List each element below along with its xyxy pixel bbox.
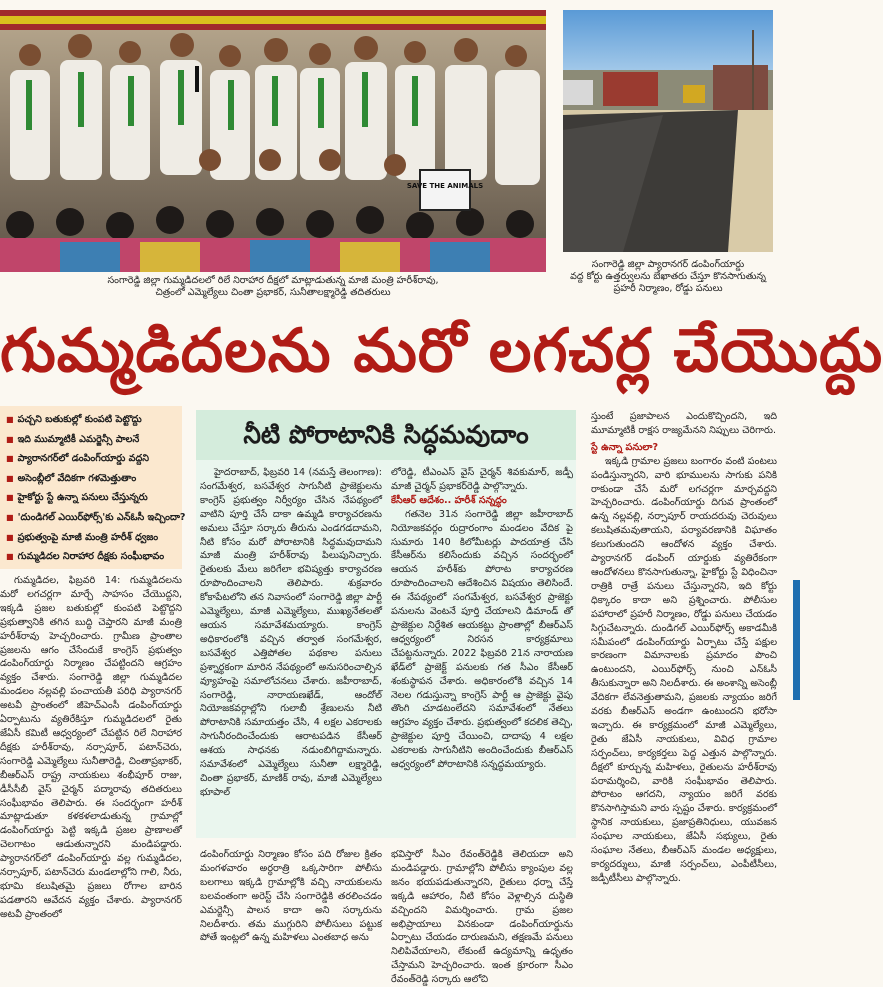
caption-line: చిత్రంలో ఎమ్మెల్యేలు చింతా ప్రభాకర్, సునీతాలక్ష్మారెడ్డి తదితరులు	[155, 287, 391, 298]
construction-photo-illustration	[563, 10, 773, 252]
story-paragraph: భవిస్తారో సీఎం రేవంత్‌రెడ్డికి తెలియదా అని మండిపడ్డారు. గ్రామాల్లోని పోలీసు క్యాంపుల వల్ల జనం భయపడుతున్నారని, రైతులు ధర్నా చేస్తే ఇక్కడి ఆహారం, నీటి కోసం వెళ్లాల్సిన దుస్థితి వచ్చిందని విమర్శించారు. గ్రామ ప్రజల అభిప్రాయాలు వినకుండా డంపింగ్‌యార్డును ఏర్పాటు చేయడం దారుణమని, తక్షణమే పనులు నిలిపివేయాలని, లేకుంటే ఉద్యమాన్ని ఉధృతం చేస్తామని హెచ్చరించారు. ఇంత క్రూరంగా సీఎం రేవంత్‌రెడ్డి సర్కారు ఆలోచి	[391, 849, 573, 986]
article-paragraph: హైదరాబాద్, ఫిబ్రవరి 14 (నమస్తే తెలంగాణ): సంగమేశ్వర, బసవేశ్వర సాగునీటి ప్రాజెక్టులను కాంగ్రెస్ ప్రభుత్వం నిర్వీర్యం చేసిన నేపథ్యంలో వాటిని పూర్తి చేసే దాకా ఉమ్మడి కార్యాచరణను అమలు చేస్తూ సర్కారు తీరును ఎండగడదామని, నీటి కోసం మరో పోరాటానికి సిద్ధమవుదామని మాజీ మంత్రి హరీశ్‌రావు పిలుపునిచ్చారు. రైతులకు మేలు జరిగేలా భవిష్యత్తు కార్యాచరణ రూపొందించాలని తెలిపారు. శుక్రవారం కోకాపేటలోని తన నివాసంలో సంగారెడ్డి జిల్లా పార్టీ ఎమ్మెల్యేలు, మాజీ ఎమ్మెల్యేలు, ముఖ్యనేతలతో ఆయన సమావేశమయ్యారు. కాంగ్రెస్ అధికారంలోకి వచ్చిన తర్వాత సంగమేశ్వర, బసవేశ్వర ఎత్తిపోతల పథకాల పనులు ప్రశ్నార్థకంగా మారిన నేపథ్యంలో అనుసరించాల్సిన వ్యూహంపై సమాలోచనలు చేశారు. జహీరాబాద్, సంగారెడ్డి, నారాయణఖేడ్, ఆందోల్ నియోజకవర్గాల్లోని గులాబీ శ్రేణులను నీటి పోరాటానికి సమాయత్తం చేసి, 4 లక్షల ఎకరాలకు సాగునీరందించేందుకు ఆరాటపడిన కేసీఆర్ ఆశయ సాధనకు నడుంబిగిద్దామన్నారు. సమావేశంలో ఎమ్మెల్యేలు సునీతా లక్ష్మారెడ్డి, చింతా ప్రభాకర్, మాణిక్ రావు, మాజీ ఎమ్మెల్యేలు భూపాల్	[200, 467, 382, 798]
main-story-column-1	[0, 574, 182, 960]
water-article-column-a	[200, 466, 382, 834]
main-story-column-2	[200, 848, 382, 960]
main-story-column-4	[591, 410, 777, 960]
highlight-item: ■ అసెంబ్లీలో వేదికగా గళమెత్తుతాం	[6, 469, 176, 489]
water-article-column-b	[391, 466, 573, 834]
story-subheading: స్టే ఉన్నా పనులా?	[591, 441, 659, 453]
highlights-box	[0, 406, 186, 569]
highlight-item: ■ 'దుండిగల్ ఎయిర్‌ఫోర్స్'కు ఎన్‌ఓసీ ఇచ్చిందా?	[6, 508, 176, 528]
highlight-item: ■ ప్యారానగర్‌లో డంపింగ్‌యార్డు వద్దని	[6, 449, 176, 469]
protest-photo	[0, 10, 546, 272]
caption-line: వద్ద కోర్టు ఉత్తర్వులను బేఖాతరు చేస్తూ కొనసాగుతున్న	[570, 271, 766, 282]
story-paragraph: స్తుంటే ప్రజాపాలన ఎందుకొచ్చిందని, ఇది మూమ్మాటికీ రాక్షస రాజ్యమేనని నిప్పులు చెరిగారు.	[591, 411, 777, 436]
caption-line: ప్రహరీ నిర్మాణం, రోడ్డు పనులు	[613, 283, 723, 294]
highlight-item: ■ హైకోర్టు స్టే ఉన్నా పనులు చేస్తున్నరు	[6, 488, 176, 508]
caption-line: సంగారెడ్డి జిల్లా గుమ్మడిదలలో రిలే నిరాహార దీక్షలో మాట్లాడుతున్న మాజీ మంత్రి హరీశ్‌రావు,	[107, 275, 439, 286]
article-subheading: కేసీఆర్ ఆదేశం.. హరీశ్ సన్నద్ధం	[391, 494, 507, 506]
construction-photo	[563, 10, 773, 252]
protest-photo-caption	[0, 275, 546, 299]
main-story-column-3	[391, 848, 573, 986]
highlight-item: ■ గుమ్మడిదల నిరాహార దీక్షకు సంఘీభావం	[6, 547, 176, 567]
article-paragraph: లోరెడ్డి, టీఎంఎస్ వైస్ చైర్మన్ శివకుమార్, జడ్పీ మాజీ చైర్మన్ ప్రభాకర్‌రెడ్డి పాల్గొన్నారు.	[391, 467, 573, 492]
page-edge-bar	[793, 580, 800, 700]
highlight-item: ■ ఇది ముమ్మాటికీ ఎమర్జెన్సీ పాలనే	[6, 430, 176, 450]
water-article-heading: నీటి పోరాటానికి సిద్ధమవుదాం	[196, 410, 576, 460]
story-paragraph: డంపింగ్‌యార్డు నిర్మాణం కోసం పది రోజుల క్రితం మంగళవారం అర్ధరాత్రి ఒక్కసారిగా పోలీసు బలగాలు ఇక్కడి గ్రామాల్లోకి వచ్చి నాయకులను బలవంతంగా అరెస్ట్ చేసి సంగారెడ్డికి తరలించడం ఎమర్జెన్సీ పాలన కాదా అని సర్కారును నిలదీశారు. తమ ముగ్గురిని పోలీసులు పట్టుక పోతే ఇంట్లలో ఉన్న మహిళలు ఎంతబాధ అను	[200, 849, 382, 944]
story-paragraph: ఇక్కడి గ్రామాల ప్రజలు బంగారం వంటి పంటలు పండిస్తున్నారని, వారి భూములను సాగుకు పనికి రాకుండా చేసే మరో లగచర్లగా మార్చవద్దని హెచ్చరించారు. డంపింగ్‌యార్డు దిగువ ప్రాంతంలో ఉన్న నల్లవల్లి, నర్సాపూర్ రాయదరువు చెరువులు కలుషితమవుతాయని, పర్యావరణానికి విఘాతం కలుగుతుందని ఆందోళన వ్యక్తం చేశారు. ప్యారానగర్ డంపింగ్ యార్డుకు వ్యతిరేకంగా ఆందోళనలు కొనసాగుతున్నా, హైకోర్టు స్టే విధించినా రాత్రికి రాత్రే పనులు చేస్తున్నారని, ఇది కోర్టు ధిక్కారం కాదా అని ప్రశ్నించారు. పోలీసుల పహారాలో ప్రహరీ నిర్మాణం, రోడ్డు పనులు చేయడం సిగ్గుచేటన్నారు. దుండిగల్ ఎయిర్‌ఫోర్స్ అకాడమీకి సమీపంలో డంపింగ్‌యార్డు ఏర్పాటు చేస్తే పక్షుల కారణంగా విమానాలకు ప్రమాదం పొంచి ఉంటుందని, ఎయిర్‌ఫోర్స్ నుంచి ఎన్‌ఓసీ తీసుకున్నారా అని నిలదీశారు. ఈ అంశాన్ని అసెంబ్లీ వేదికగా లేవనెత్తుతామని, ప్రజలకు న్యాయం జరిగే వరకు బీఆర్‌ఎస్ అండగా ఉంటుందని భరోసా ఇచ్చారు. ఈ కార్యక్రమంలో మాజీ ఎమ్మెల్యేలు, రైతు జేఏసీ నాయకులు, వివిధ గ్రామాల సర్పంచ్‌లు, కార్యకర్తలు పెద్ద ఎత్తున పాల్గొన్నారు. దీక్షలో కూర్చున్న మహిళలు, రైతులను హరీశ్‌రావు పరామర్శించి, వారికి సంఘీభావం తెలిపారు. పోరాటం ఆగదని, న్యాయం జరిగే వరకు కొనసాగిస్తామని వారు స్పష్టం చేశారు. కార్యక్రమంలో స్థానిక నాయకులు, ప్రజాప్రతినిధులు, యువజన సంఘాల నాయకులు, జేఏసీ సభ్యులు, రైతు సంఘాల నేతలు, బీఆర్‌ఎస్ మండల అధ్యక్షులు, కార్యదర్శులు, మాజీ సర్పంచ్‌లు, ఎంపీటీసీలు, జడ్పీటీసీలు పాల్గొన్నారు.	[591, 455, 777, 884]
main-headline: గుమ్మడిదలను మరో లగచర్ల చేయొద్దు	[0, 316, 883, 386]
highlight-item: ■ ప్రభుత్వంపై మాజీ మంత్రి హరీశ్ ధ్వజం	[6, 528, 176, 548]
caption-line: సంగారెడ్డి జిల్లా ప్యారానగర్ డంపింగ్‌యార్డు	[591, 259, 745, 270]
protest-photo-illustration	[0, 10, 546, 272]
article-paragraph: గతనెల 31న సంగారెడ్డి జిల్లా జహీరాబాద్ నియోజకవర్గం రుద్రారంగాం మండలం వేదిక పై సుమారు 140 కిలోమీటర్లు పాదయాత్ర చేసి కేసీఆర్‌ను కలిసేందుకు వచ్చిన సందర్భంలో ఆయన హరీశ్‌కు పోరాట కార్యాచరణ రూపొందించాలని ఆదేశించిన విషయం తెలిసిందే. ఈ నేపథ్యంలో సంగమేశ్వర, బసవేశ్వర ప్రాజెక్టు పనులను వెంటనే పూర్తి చేయాలని డిమాండ్ తో ప్రాజెక్టుల నిర్దేశిత ఆయకట్టు ప్రాంతాల్లో బీఆర్‌ఎస్ ఆధ్వర్యంలో నిరసన కార్యక్రమాలు చేపట్టనున్నారు. 2022 ఫిబ్రవరి 21న నారాయణ ఖేడ్‌లో ప్రాజెక్ట్ పనులకు గత సీఎం కేసీఆర్ శంకుస్థాపన చేశారు. అధికారంలోకి వచ్చిన 14 నెలల గడుస్తున్నా కాంగ్రెస్ పార్టీ ఆ ప్రాజెక్టు వైపు తొంగి చూడటంలేదని సమావేశంలో నేతలు ఆగ్రహం వ్యక్తం చేశారు. ప్రభుత్వంలో కదలిక తెచ్చి, ప్రాజెక్టుల పూర్తి చేయించి, దాదాపు 4 లక్షల ఎకరాలకు సాగునీటిని అందించేందుకు బీఆర్‌ఎస్ ఆధ్వర్యంలో పోరాటానికి సన్నద్ధమయ్యారు.	[391, 508, 573, 771]
highlight-item: ■ పచ్చని బతుకుల్లో కుంపటి పెట్టొద్దు	[6, 410, 176, 430]
sign-text: SAVE THE ANIMALS	[406, 182, 484, 190]
construction-photo-caption	[563, 259, 773, 295]
story-paragraph: గుమ్మడిదల, ఫిబ్రవరి 14: గుమ్మడిదలను మరో లగచర్లగా మార్చే సాహసం చేయొద్దని, ఇక్కడి ప్రజల బతుకుల్లో కుంపటి పెట్టొద్దని ప్రభుత్వానికి తగిన బుద్ధి చెప్తారని మాజీ మంత్రి హరీశ్‌రావు హెచ్చరించారు. గ్రామీణ ప్రాంతాల ప్రజలను ఆగం చేసేందుకే కాంగ్రెస్ ప్రభుత్వం డంపింగ్‌యార్డు నిర్మాణం చేపట్టిందని ఆగ్రహం వ్యక్తం చేశారు. సంగారెడ్డి జిల్లా గుమ్మడిదల మండలం నల్లవల్లి పంచాయతీ పరిధి ప్యారానగర్ అటవీ ప్రాంతంలో జీహెచ్‌ఎంసీ డంపింగ్‌యార్డు ఏర్పాటును వ్యతిరేకిస్తూ గుమ్మడిదలలో రైతు జేఏసీ కమిటీ ఆధ్వర్యంలో చేపట్టిన రిలే నిరాహార దీక్షకు హరీశ్‌రావు, నర్సాపూర్, పటాన్‌చెరు, సంగారెడ్డి ఎమ్మెల్యేలు సునీతారెడ్డి, చింతాప్రభాకర్, బీఆర్‌ఎస్ రాష్ట్ర నాయకులు శంభీపూర్ రాజు, డీసీసీబీ వైస్ చైర్మన్ పద్మారావు తదితరులు సంఘీభావం తెలిపారు. ఈ సందర్భంగా హరీశ్ మాట్లాడుతూ కళకళలాడుతున్న గ్రామాల్లో డంపింగ్‌యార్డు పెట్టి ఇక్కడి ప్రజల ప్రాణాలతో చెలగాటం ఆడుతున్నారని మండిపడ్డారు. ప్యారానగర్‌లో డంపింగ్‌యార్డు వల్ల గుమ్మడిదల, నర్సాపూర్, పటాన్‌చెరు మండలాల్లోని గాలి, నీరు, భూమి కలుషితమై ప్రజలు రోగాల బారిన పడతారని ఆవేదన వ్యక్తం చేశారు. ప్యారానగర్ అటవీ ప్రాంతంలో	[0, 575, 182, 920]
